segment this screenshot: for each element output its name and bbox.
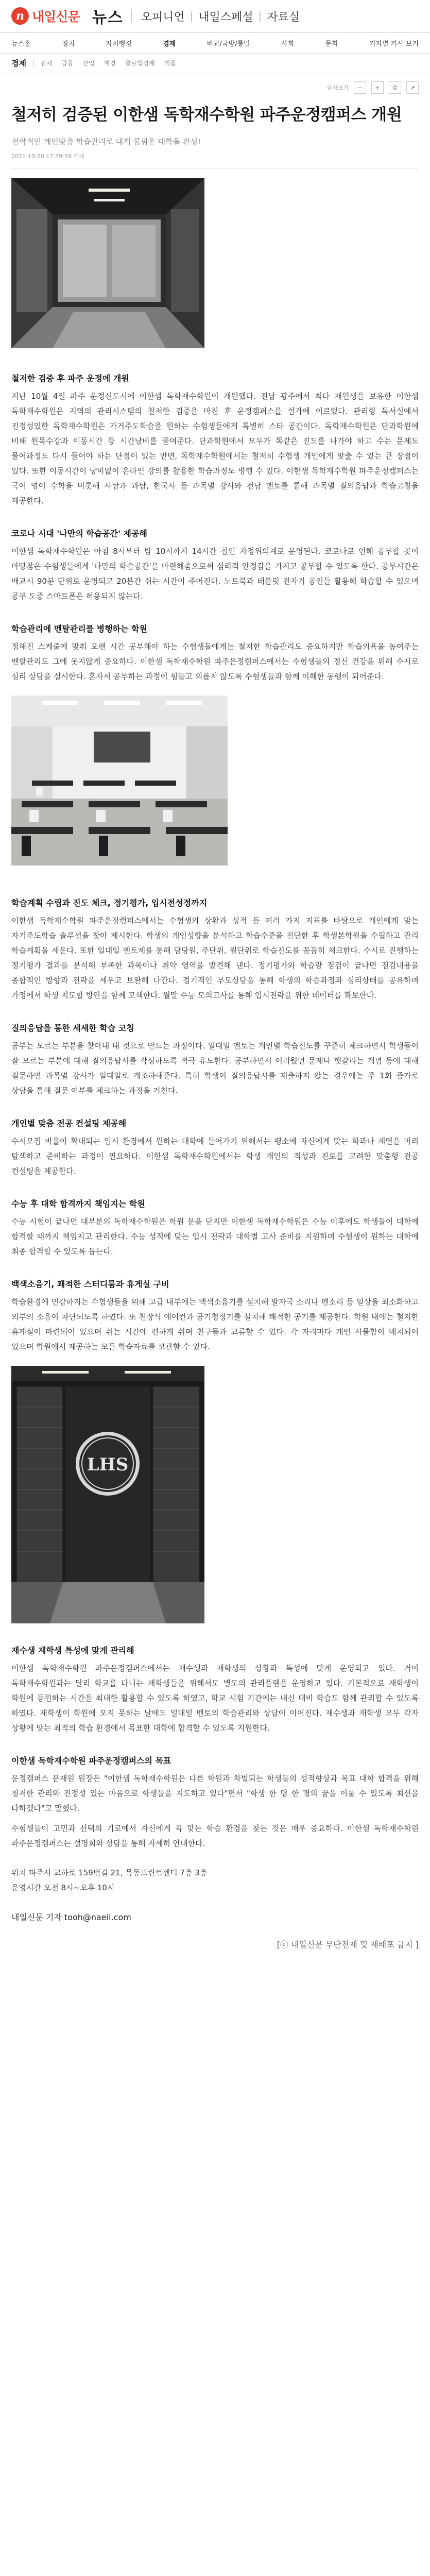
subnav-item-fiscal[interactable]: 재경 [104,60,116,67]
subnav-item-all[interactable]: 전체 [40,60,53,67]
article-paragraph: 학습환경에 민감하지는 수험생들을 위해 고급 내부에는 백색소음기를 설치해 발자국 소리나 펜소리 등 일상을 최소화하고 외부의 소음이 차단되도록 하였다. 또 천장식 에어컨과 공기청정기를 설치해 쾌적한 공기를 제공한다. 학원 내에는 철저한 휴게실이 마련되어 있으며 쉬는 시간에 편하게 쉬며 친구들과 교류할 수 있다. 각 자리마다 개인 사물함이 배치되어 있으며 학원에서 제공하는 모든 학습자료를 보관할 수 있다. [11,1297,419,1351]
sub-nav [0,54,430,73]
article-paragraph: 이한샘 독학재수학원 파주운정캠퍼스에서는 수험생의 상황과 성적 등 여러 가지 지표를 바탕으로 개인에게 맞는 자기주도학습 솔루션을 찾아 제시한다. 학생의 개인성향을 분석하고 학습수준을 진단한 후 학생본학월을 수립하고 관리 학습계획을 세운다. 또한 일대일 멘토제를 통해 담당원, 주단위, 월단위로 학습진도를 꼼꼼히 체크한다. 수시로 진행하는 정기평가 결과를 분석해 부족한 과목이나 취약 영역을 발견해 낸다. 정기평가와 학습량 점검이 끝나면 점검내용을 종합적인 방향과 전략을 세우고 보완해 나간다. 정기적인 부모상담을 통해 학생의 학습과정과 심리상태를 공유하며 가정에서 학생 지도할 방안을 함께 모색한다. 월말 수능 모의고사를 통해 입시전략을 위한 데이터를 확보한다. [11,916,419,1000]
section-heading: 학습관리에 멘탈관리를 병행하는 학원 [11,624,148,634]
header-link-opinion[interactable]: 오피니언 [141,10,185,24]
header-divider [131,9,132,23]
nav-item-economy[interactable]: 경제 [163,40,176,48]
font-increase-button[interactable]: + [371,81,384,94]
header-links [140,8,301,24]
header-separator: | [258,10,262,22]
section-heading: 학습계획 수립과 진도 체크, 정기평가, 입시전성정까지 [11,898,208,908]
font-size-label: 글자크기 [326,84,349,91]
article-headline: 철저히 검증된 이한샘 독학재수학원 파주운정캠퍼스 개원 [11,106,402,124]
article [0,73,430,1950]
article-photo-classroom [11,696,228,866]
header-separator: | [190,10,194,22]
section-heading: 철저한 검증 후 파주 운정에 개원 [11,374,129,383]
article-tools [11,73,419,102]
copyright-text: [ⓒ 내일신문 무단전재 및 재배포 금지 ] [277,1940,419,1950]
nav-item-defense[interactable]: 비교/국방/통일 [207,40,250,48]
article-paragraph: 정해진 스케줄에 맞춰 오랜 시간 공부해야 하는 수험생들에게는 철저한 학습관리도 중요하지만 학습의욕을 높여주는 멘탈관리도 그에 못지않게 중요하다. 이한샘 독학재수학원 파주운정캠퍼스에서는 수험생들의 정신 건강을 위해 수시로 심리 상담을 실시한다. 혼자서 공부하는 과정이 힘들고 외롭지 않도록 수험생들과 함께 이해한 동행이 되어준다. [11,642,419,681]
article-hours: 운영시간 오전 8시~오후 10시 [11,1883,115,1892]
section-heading: 질의응답을 통한 세세한 학습 코칭 [11,1023,134,1033]
article-paragraph: 이한샘 독학재수학원 파주운정캠퍼스에서는 재수생과 재학생의 상황과 특성에 맞게 운영되고 있다. 거이 독학재수학원과는 달리 학교를 다니는 재학생들을 위해서도 별도의 관리플랜을 운영하고 있다. 기본적으로 재학생이 학원에 등원하는 시간을 최대한 활용할 수 있도록 하였고, 학교 시험 기간에는 내신 대비 학습도 함께 관리할 수 있도록 하였다. 재학생이 학원에 오지 못하는 날에도 일대일 멘토의 학습관리와 상담이 이어진다. 재수생과 재학생 모두 각자 상황에 맞는 최적의 학습 환경에서 목표한 대학에 합격할 수 있도록 지원한다. [11,1664,419,1733]
article-photo-corridor [11,178,204,348]
nav-item-culture[interactable]: 문화 [325,40,338,48]
nav-item-home[interactable]: 뉴스홈 [11,40,31,48]
site-logo[interactable] [11,7,80,25]
section-heading: 수능 후 대학 합격까지 책임지는 학원 [11,1199,145,1209]
section-heading: 이한샘 독학재수학원 파주운정캠퍼스의 목표 [11,1756,171,1766]
article-address: 위치 파주시 교하로 159번길 21, 목동프린트센터 7층 3층 [11,1868,208,1877]
subnav-item-finance[interactable]: 금융 [61,60,74,67]
subnav-item-global[interactable]: 글로벌경제 [125,60,155,67]
section-heading: 개인별 맞춤 전공 컨설팅 제공해 [11,1118,127,1128]
article-paragraph: 수험생들이 고민과 선택의 기로에서 자신에게 꼭 맞는 학습 환경을 찾는 것은 매우 중요하다. 이한샘 독학재수학원 파주운정캠퍼스는 설명회와 상담을 통해 자세히 안내한다. [11,1824,419,1848]
article-paragraph: 이한샘 독학재수학원은 아침 8시부터 밤 10시까지 14시간 철인 자정위의계로 운영된다. 코로나로 인해 공부할 곳이 마땅찮은 수험생들에게 '나만의 학습공간'을 마련해줌으로써 심리적 안정감을 가지고 공부할 수 있도록 한다. 공부시간은 매교시 90분 단위로 운영되고 20분간 쉬는 시간이 주어진다. 노트북과 태블릿 전자기 공인들 활용해 학습할 수 있으며 공부 도중 스마트폰은 허용되지 않는다. [11,547,419,601]
section-heading: 재수생 재학생 특성에 맞게 관리해 [11,1646,134,1655]
subnav-item-misc[interactable]: 미품 [164,60,176,67]
article-copyright [11,1938,419,1950]
header-link-archive[interactable]: 자료실 [267,10,300,24]
nav-item-politics[interactable]: 정치 [62,40,75,48]
logo-mark: n [11,7,29,25]
section-title[interactable]: 뉴스 [92,9,123,27]
section-heading: 코로나 시대 '나만의 학습공간' 제공해 [11,529,147,538]
article-photo-lockers [11,1366,204,1623]
article-paragraph: 공부는 모르는 부분을 찾아내 내 것으로 만드는 과정이다. 일대일 멘토는 개인별 학습진도를 꾸준히 체크하면서 학생들이 잘 모르는 부분에 대해 질의응답서를 작성하도록 적극 유도한다. 공부하면서 어려웠던 문제나 헷갈리는 개념 등에 대해 질문하면 과목별 강사가 일대일로 개조하해준다. 특히 학생이 질의응답서를 제출하지 않는 경우에는 주 1회 증가로 상담을 통해 질문 여부를 체크하는 과정을 거친다. [11,1041,419,1095]
subnav-section: 경제 [11,59,26,68]
article-paragraph: 지난 10월 4일 파주 운정신도시에 이한샘 독학재수학원이 개원했다. 전남 광주에서 최다 재원생을 보유한 이한샘 독학재수학원은 지역의 관리시스템의 철저한 검증을 마친 후 운정캠퍼스를 설가에 이르렀다. 관리형 독서실에서 진정성있한 독학재수학원은 가거주도학습을 원하는 수험생들에게 특별히 스타 공간이다. 독학재수학원은 단과학원에 비해 원목수강과 이동시간 등 시간낭비를 줄여준다. 단과학원에서 모두가 똑같은 진도를 나가야 하고 수는 문제도 물어과정도 다시 들어야 하는 단점이 있는 반면, 독학재수학원에서는 철저히 수험생 개인에게 맞출 수 있는 큰 장점이 있다. 또한 이동시간이 낭비없이 온라인 강의를 활용한 학습과정도 병행 수 있다. 이한샘 독학재수학원 파주운정캠퍼스는 국어 영어 수학을 비롯해 사탐과 과탐, 한국사 등 과목별 강사와 전담 멘토를 통해 과목별 질의응답과 학습코칭을 제공한다. [11,392,419,505]
font-decrease-button[interactable]: − [354,81,366,94]
article-byline: 내일신문 기자 tooh@naeil.com [11,1912,131,1922]
article-paragraph: 수시모집 비율이 확대되는 입시 환경에서 원하는 대학에 들어가기 위해서는 평소에 자신에게 맞는 학과나 계열을 미리 탐색하고 준비하는 과정이 필요하다. 이한샘 독학재수학원에서는 학생 개인의 적성과 진로를 고려한 맞춤형 전공 컨설팅을 제공한다. [11,1137,419,1176]
site-header [0,0,430,33]
subnav-item-industry[interactable]: 산업 [82,60,95,67]
share-icon[interactable]: ↗ [406,81,419,94]
article-paragraph: 운정캠퍼스 문재원 원장은 "이한샘 독학재수학원은 다른 학원과 차별되는 학생들의 성적향상과 목표 대학 합격을 위해 철저한 관리와 진정성 있는 마음으로 학생들을 지도하고 있다"면서 "학생 한 명 한 명의 꿈을 이룰 수 있도록 최선을 다하겠다"고 말했다. [11,1774,419,1813]
caption-space [11,348,419,353]
print-icon[interactable]: ⎙ [389,81,401,94]
nav-item-by-reporter[interactable]: 기자별 기사 보기 [369,40,419,48]
article-subtitle: 전략적인 계인맞춤 학습관리로 내게 꿈꿔온 대학을 완성! [11,137,201,146]
main-nav [0,33,430,54]
article-paragraph: 수능 시험이 끝나면 대부분의 독학재수학원은 학원 문을 닫지만 이한샘 독학재수학원은 수능 이후에도 학생들이 대학에 합격할 때까지 책임지고 관리한다. 수능 성적에 맞는 입시 전략과 대학별 고사 준비를 지원하며 수험생이 원하는 대학에 최종 합격할 수 있도록 돕는다. [11,1217,419,1256]
nav-item-society[interactable]: 사회 [281,40,295,48]
nav-item-local[interactable]: 자치행정 [106,40,132,48]
svg-text:LHS: LHS [87,1454,129,1475]
logo-text: 내일신문 [32,9,80,24]
header-link-special[interactable]: 내일스페셜 [198,10,253,24]
subnav-divider [33,59,34,67]
section-heading: 백색소음기, 쾌적한 스터디룸과 휴게실 구비 [11,1279,169,1289]
article-dateline: 2021-10-20 17:59:59 게재 [11,152,419,169]
